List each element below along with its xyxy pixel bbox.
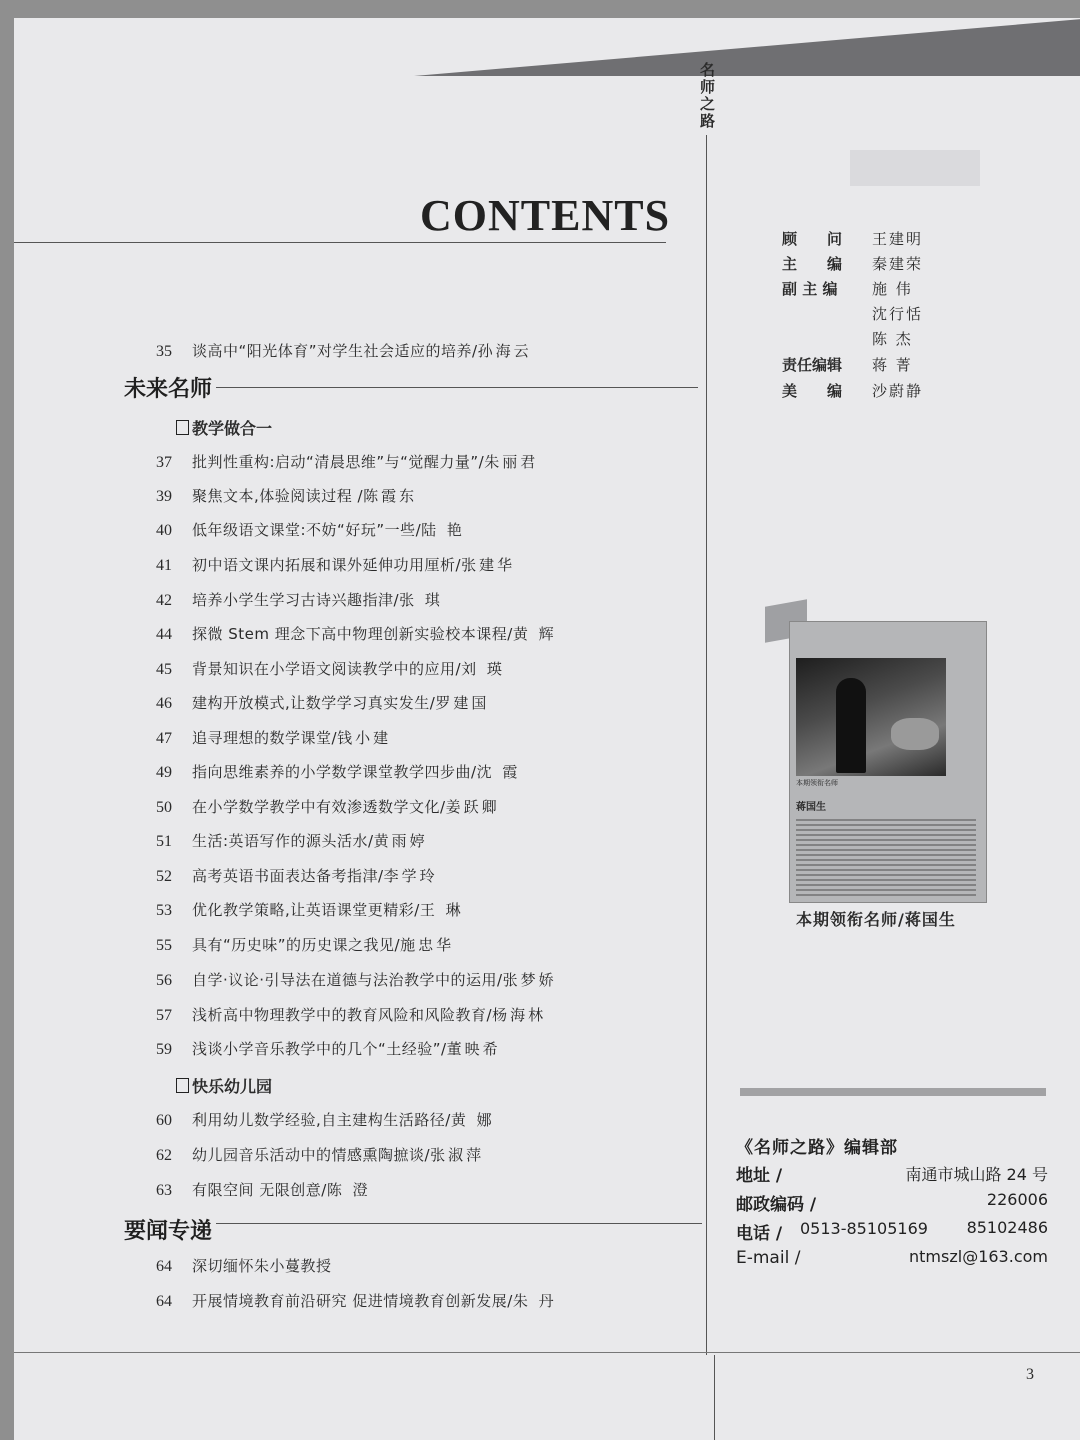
email-value[interactable]: ntmszl@163.com bbox=[909, 1247, 1048, 1266]
postcode-value: 226006 bbox=[986, 1190, 1048, 1209]
toc-entry[interactable]: 39 聚焦文本,体验阅读过程 /陈霞东 bbox=[156, 487, 418, 505]
section-title-weilai: 未来名师 bbox=[124, 376, 213, 402]
feature-caption: 本期领衔名师/蒋国生 bbox=[796, 910, 956, 929]
toc-entry[interactable]: 52 高考英语书面表达备考指津/李学玲 bbox=[156, 867, 438, 885]
toc-entry[interactable]: 59 浅谈小学音乐教学中的几个“土经验”/董映希 bbox=[156, 1040, 501, 1058]
toc-title: 谈高中“阳光体育”对学生社会适应的培养/ bbox=[192, 342, 478, 360]
toc-entry[interactable]: 49 指向思维素养的小学数学课堂教学四步曲/沈 霞 bbox=[156, 763, 521, 781]
page-number: 3 bbox=[1026, 1366, 1034, 1383]
staff-row: 责任编辑 蒋 菁 bbox=[782, 356, 913, 374]
toc-entry[interactable]: 46 建构开放模式,让数学学习真实发生/罗建国 bbox=[156, 694, 490, 712]
toc-entry[interactable]: 42 培养小学生学习古诗兴趣指津/张 琪 bbox=[156, 591, 443, 609]
phone-label: 电话 / bbox=[736, 1224, 783, 1244]
toc-entry[interactable]: 47 追寻理想的数学课堂/钱小建 bbox=[156, 729, 392, 747]
staff-row: 副 主 编 施 伟 bbox=[782, 280, 913, 298]
card-name: 蒋国生 bbox=[796, 802, 826, 813]
phone-value-2: 85102486 bbox=[966, 1218, 1048, 1237]
card-body-text-lines bbox=[796, 816, 976, 896]
toc-entry[interactable]: 41 初中语文课内拓展和课外延伸功用厘析/张建华 bbox=[156, 556, 516, 574]
rock-shape bbox=[891, 718, 939, 750]
featured-teacher-card bbox=[789, 621, 987, 903]
toc-entry[interactable]: 56 自学·议论·引导法在道德与法治教学中的运用/张梦娇 bbox=[156, 971, 557, 989]
toc-entry[interactable]: 40 低年级语文课堂:不妨“好玩”一些/陆 艳 bbox=[156, 521, 465, 539]
toc-entry[interactable]: 53 优化教学策略,让英语课堂更精彩/王 琳 bbox=[156, 901, 464, 919]
subsection-title: 教学做合一 bbox=[176, 416, 272, 439]
toc-entry[interactable]: 64 开展情境教育前沿研究 促进情境教育创新发展/朱 丹 bbox=[156, 1292, 557, 1310]
staff-row: 美 编 沙蔚静 bbox=[782, 382, 924, 400]
toc-entry[interactable]: 60 利用幼儿数学经验,自主建构生活路径/黄 娜 bbox=[156, 1111, 495, 1129]
toc-entry[interactable]: 50 在小学数学教学中有效渗透数学文化/姜跃卿 bbox=[156, 798, 500, 816]
address-label: 地址 / bbox=[736, 1166, 783, 1186]
toc-entry[interactable]: 37 批判性重构:启动“清晨思维”与“觉醒力量”/朱丽君 bbox=[156, 453, 539, 471]
checkbox-square-icon bbox=[176, 1078, 189, 1093]
section-title-yaowen: 要闻专递 bbox=[124, 1218, 213, 1244]
vertical-running-title: 名师之路 bbox=[698, 62, 716, 130]
postcode-label: 邮政编码 / bbox=[736, 1195, 817, 1215]
staff-row: 陈 杰 bbox=[872, 330, 913, 348]
toc-entry[interactable]: 45 背景知识在小学语文阅读教学中的应用/刘 瑛 bbox=[156, 660, 505, 678]
section-rule bbox=[216, 1223, 702, 1224]
page-corner-shadow bbox=[414, 18, 1080, 76]
checkbox-square-icon bbox=[176, 420, 189, 435]
toc-entry[interactable]: 62 幼儿园音乐活动中的情感熏陶摭谈/张淑萍 bbox=[156, 1146, 485, 1164]
toc-entry[interactable]: 51 生活:英语写作的源头活水/黄雨婷 bbox=[156, 832, 428, 850]
teacher-photo bbox=[796, 658, 946, 776]
toc-author: 孙海云 bbox=[477, 342, 532, 360]
bleed-through-block bbox=[850, 150, 980, 186]
person-silhouette-icon bbox=[836, 678, 866, 773]
section-rule bbox=[216, 387, 698, 388]
editorial-title: 《名师之路》编辑部 bbox=[736, 1138, 898, 1158]
toc-page-number: 35 bbox=[156, 343, 172, 360]
editorial-bar bbox=[740, 1088, 1046, 1096]
staff-row: 主 编 秦建荣 bbox=[782, 255, 924, 273]
card-caption: 本期领衔名师 bbox=[796, 779, 838, 787]
phone-value-1: 0513-85105169 bbox=[800, 1219, 928, 1238]
toc-entry[interactable] bbox=[156, 340, 716, 364]
staff-row: 顾 问 王建明 bbox=[782, 230, 924, 248]
footer-rule bbox=[14, 1352, 1080, 1353]
toc-entry[interactable]: 44 探微 Stem 理念下高中物理创新实验校本课程/黄 辉 bbox=[156, 625, 557, 643]
toc-entry[interactable]: 64 深切缅怀朱小蔓教授 bbox=[156, 1257, 332, 1275]
footer-divider bbox=[714, 1355, 715, 1440]
email-label: E-mail / bbox=[736, 1248, 801, 1268]
contents-title: CONTENTS bbox=[420, 191, 671, 240]
toc-entry[interactable]: 63 有限空间 无限创意/陈 澄 bbox=[156, 1181, 371, 1199]
address-value: 南通市城山路 24 号 bbox=[905, 1165, 1048, 1184]
toc-entry[interactable]: 55 具有“历史味”的历史课之我见/施忠华 bbox=[156, 936, 455, 954]
staff-row: 沈行恬 bbox=[872, 305, 924, 323]
subsection-title: 快乐幼儿园 bbox=[176, 1074, 272, 1097]
contents-rule bbox=[14, 242, 666, 243]
toc-entry[interactable]: 57 浅析高中物理教学中的教育风险和风险教育/杨海林 bbox=[156, 1006, 547, 1024]
